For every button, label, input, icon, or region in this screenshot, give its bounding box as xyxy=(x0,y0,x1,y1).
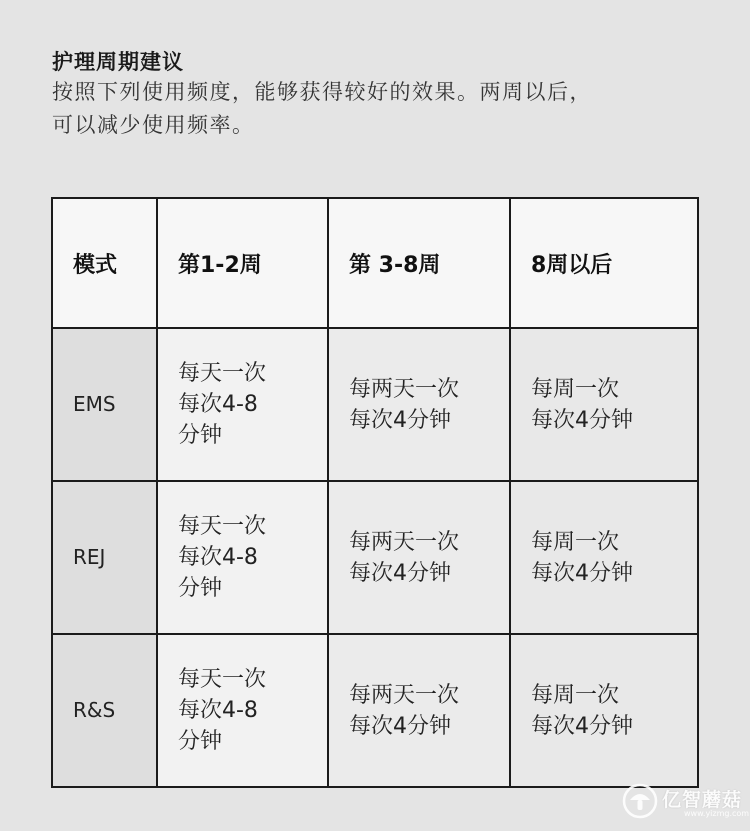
cell-line: 分钟 xyxy=(178,729,223,754)
cell-line: 每次4分钟 xyxy=(349,713,451,739)
cell-line: 每次4分钟 xyxy=(531,407,633,433)
cell-line: 每次4分钟 xyxy=(531,713,633,739)
after-week-8-cell xyxy=(510,634,698,787)
cell-line: 每天一次 xyxy=(178,514,267,539)
watermark-name: 亿智蘑菇 xyxy=(662,789,743,811)
header-week-3-8: 第 3-8周 xyxy=(328,198,510,328)
cell-line: 每次4-8 xyxy=(178,545,258,570)
intro-line-2: 可以减少使用频率。 xyxy=(52,113,255,137)
mode-cell: EMS xyxy=(52,328,157,481)
table-row xyxy=(52,634,698,787)
table-header-row xyxy=(52,198,698,328)
cell-line: 每次4分钟 xyxy=(349,560,451,586)
header-mode: 模式 xyxy=(52,198,157,328)
cell-line: 每天一次 xyxy=(178,667,267,692)
cell-line: 每两天一次 xyxy=(349,529,460,555)
page-title: 护理周期建议 xyxy=(52,50,184,74)
week-3-8-cell xyxy=(328,328,510,481)
cell-line: 每周一次 xyxy=(531,529,620,555)
watermark-url: www.yizmg.com xyxy=(684,809,750,818)
cell-line: 每次4分钟 xyxy=(531,560,633,586)
cell-line: 分钟 xyxy=(178,423,223,448)
week-1-2-cell xyxy=(157,481,328,634)
cell-line: 每两天一次 xyxy=(349,376,460,402)
week-1-2-cell xyxy=(157,328,328,481)
header-after-week-8: 8周以后 xyxy=(510,198,698,328)
cell-line: 每次4-8 xyxy=(178,698,258,723)
intro-line-1: 按照下列使用频度，能够获得较好的效果。两周以后， xyxy=(52,80,592,104)
table-row xyxy=(52,481,698,634)
header-week-1-2: 第1-2周 xyxy=(157,198,328,328)
after-week-8-cell xyxy=(510,481,698,634)
week-3-8-cell xyxy=(328,634,510,787)
table-row xyxy=(52,328,698,481)
cell-line: 每两天一次 xyxy=(349,682,460,708)
cell-line: 每周一次 xyxy=(531,376,620,402)
care-schedule-table xyxy=(51,197,699,788)
watermark xyxy=(622,781,750,825)
week-1-2-cell xyxy=(157,634,328,787)
cell-line: 分钟 xyxy=(178,576,223,601)
after-week-8-cell xyxy=(510,328,698,481)
cell-line: 每周一次 xyxy=(531,682,620,708)
mode-cell: REJ xyxy=(52,481,157,634)
intro-text xyxy=(52,76,712,142)
cell-line: 每次4-8 xyxy=(178,392,258,417)
mushroom-logo-icon xyxy=(622,783,658,819)
mode-cell: R&S xyxy=(52,634,157,787)
cell-line: 每天一次 xyxy=(178,361,267,386)
week-3-8-cell xyxy=(328,481,510,634)
cell-line: 每次4分钟 xyxy=(349,407,451,433)
